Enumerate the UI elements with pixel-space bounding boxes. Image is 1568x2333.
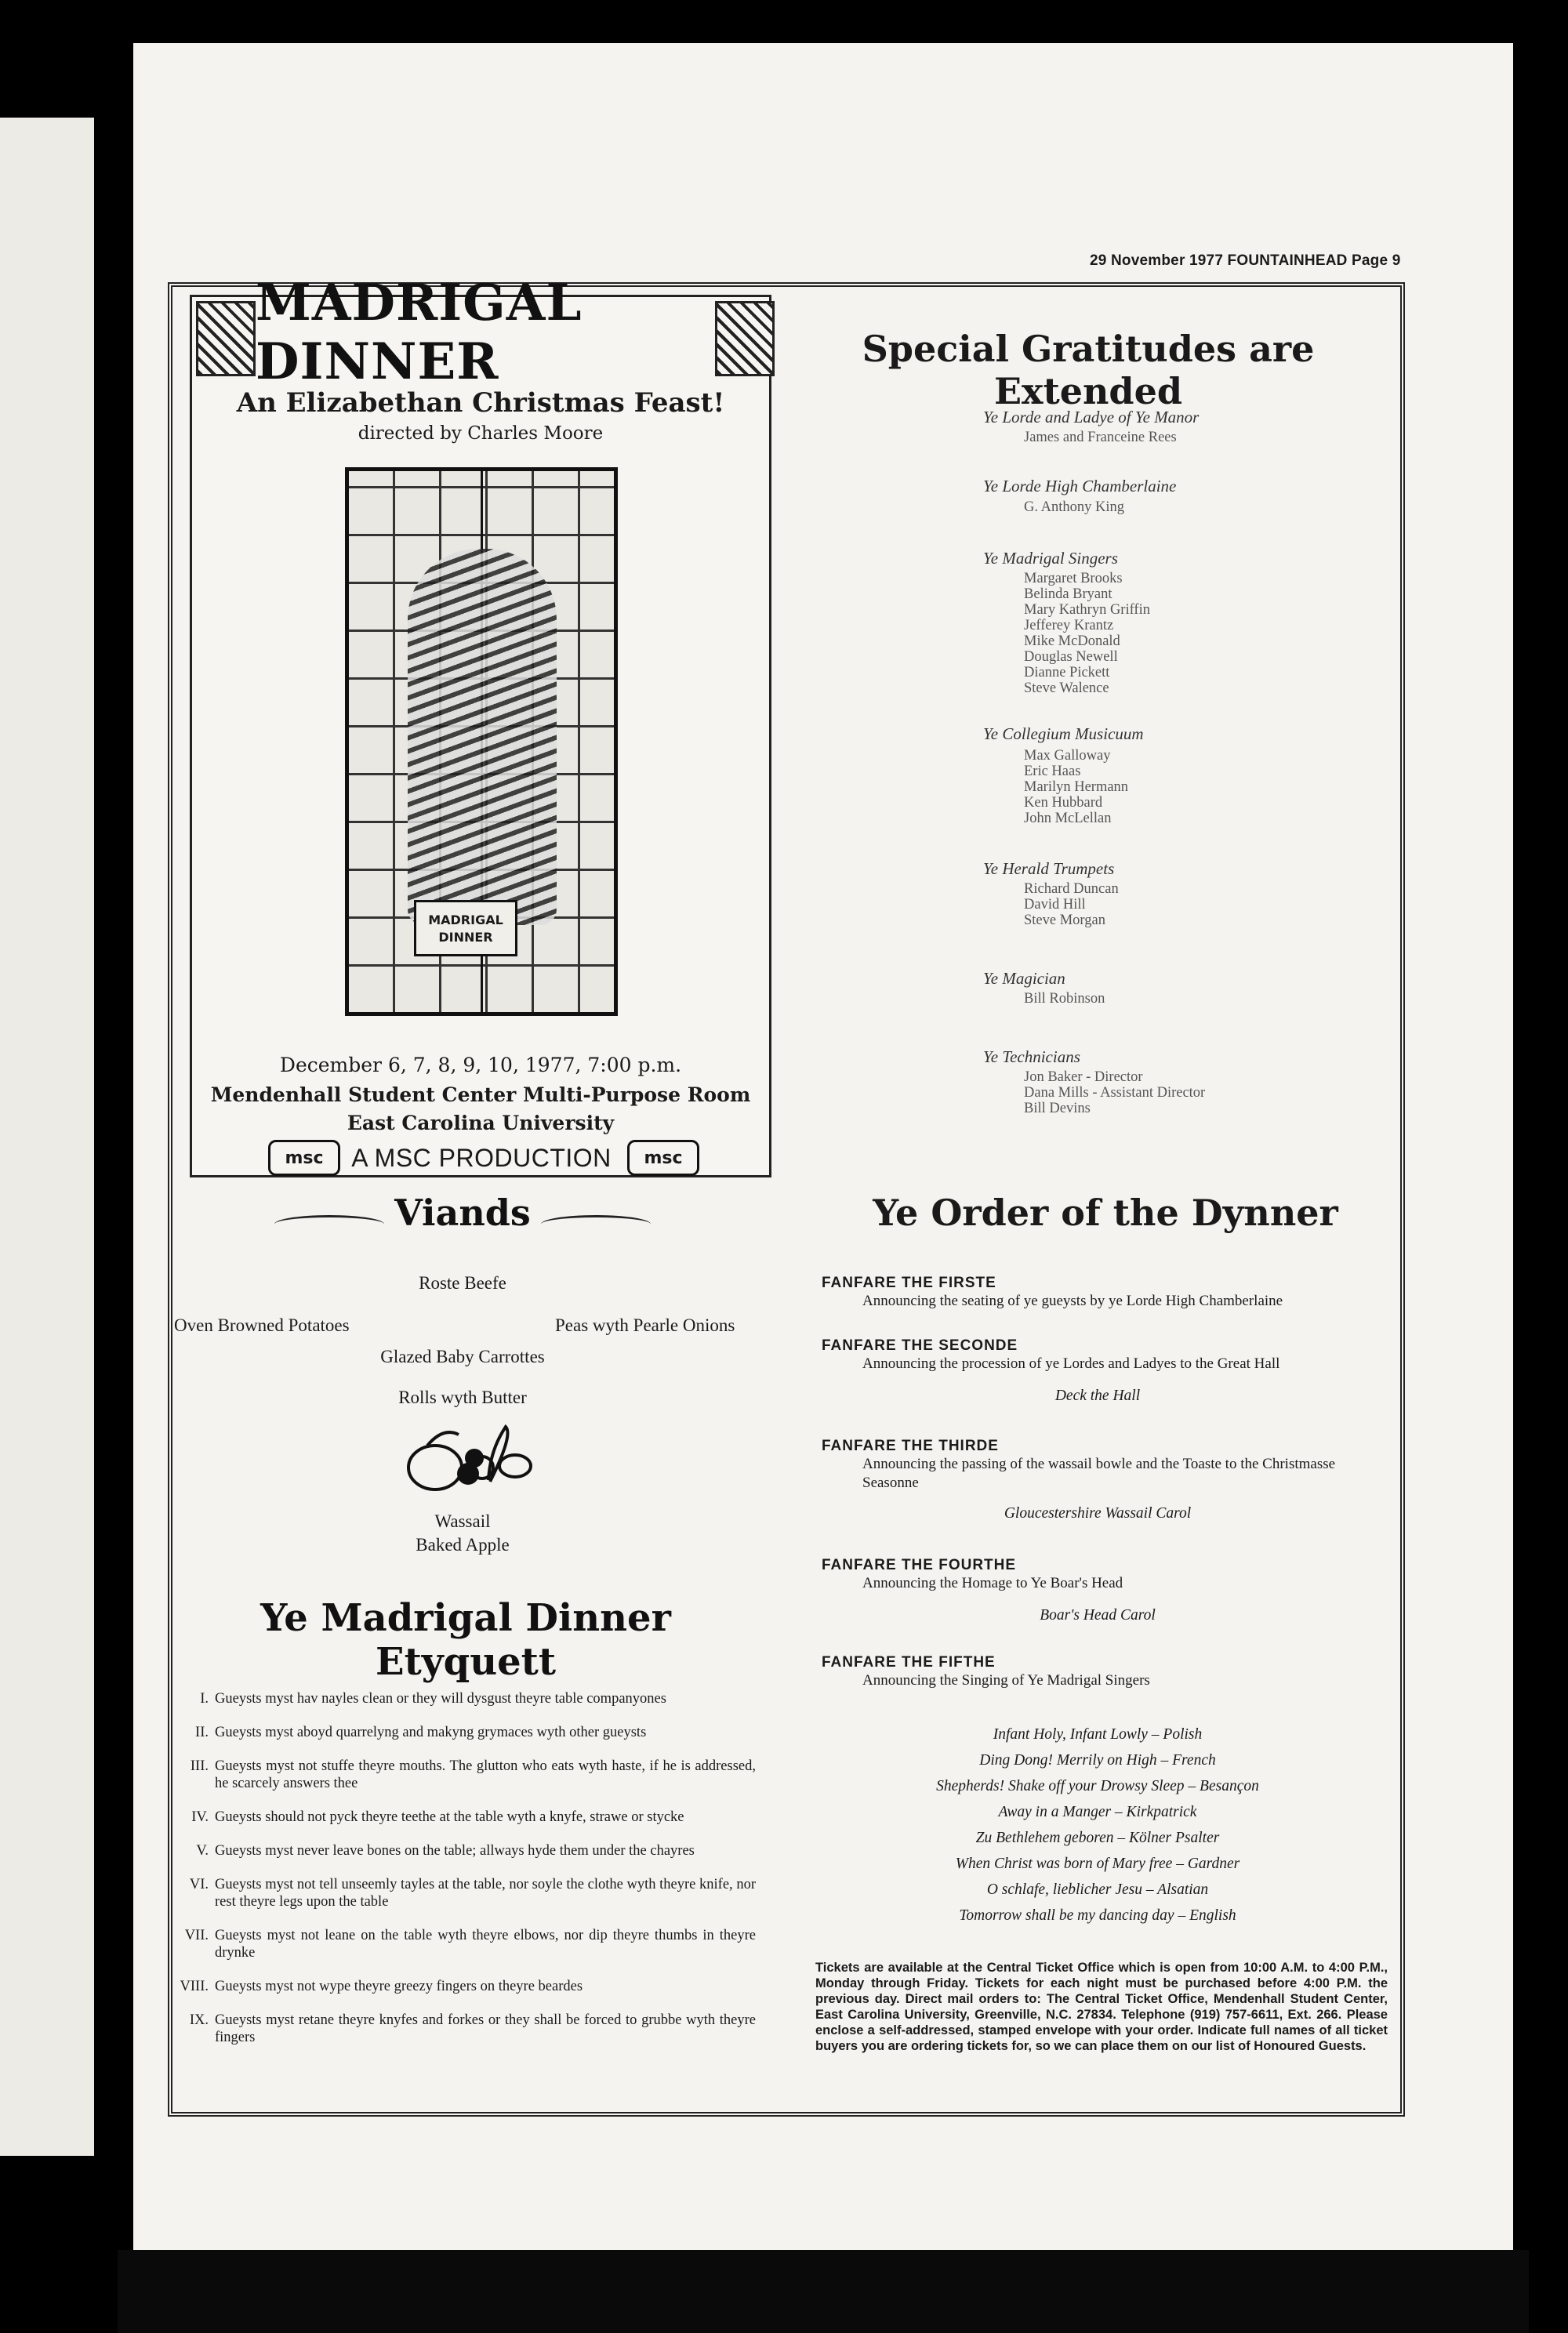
list-item: VIII. Gueysts myst not wype theyre greezy fingers on theyre beardes bbox=[180, 1979, 583, 1994]
rose-ornament-icon bbox=[196, 301, 256, 376]
gratitudes-title: Special Gratitudes are Extended bbox=[862, 328, 1315, 412]
credit-names: Margaret Brooks Belinda Bryant Mary Kathryn Griffin Jefferey Krantz Mike McDonald Douglas Newell Dianne Pickett Steve Walence bbox=[1024, 571, 1150, 696]
credit-role: Ye Lorde and Ladye of Ye Manor bbox=[983, 408, 1200, 426]
list-item: Away in a Manger – Kirkpatrick bbox=[998, 1804, 1197, 1820]
ad-title: MADRIGAL DINNER bbox=[256, 274, 583, 391]
etiquette-title: Ye Madrigal Dinner Etyquett bbox=[260, 1596, 671, 1684]
list-item: IV. Gueysts should not pyck theyre teethe at the table wyth a knyfe, strawe or stycke bbox=[191, 1809, 684, 1825]
credit-names: Richard Duncan David Hill Steve Morgan bbox=[1024, 881, 1119, 928]
list-item: Tomorrow shall be my dancing day – English bbox=[959, 1907, 1236, 1924]
list-item: III. Gueysts myst not stuffe theyre mouths. The glutton who eats wyth haste, if he is addressed, he scarcely answers thee bbox=[190, 1758, 756, 1791]
fruit-illustration-icon bbox=[396, 1419, 537, 1497]
list-item: O schlafe, lieblicher Jesu – Alsatian bbox=[986, 1881, 1209, 1898]
fanfare-entry: FANFARE THE FOURTHE Announcing the Homage to Ye Boar's Head bbox=[822, 1557, 1123, 1591]
list-item: VI. Gueysts myst not tell unseemly tayles at the table, nor soyle the clothe wyth theyre knife, nor rest theyre legs upon the table bbox=[189, 1877, 756, 1910]
window-plaque: MADRIGAL DINNER bbox=[414, 900, 517, 956]
ad-university: East Carolina University bbox=[347, 1112, 615, 1134]
list-item: II. Gueysts myst aboyd quarrelyng and makyng grymaces wyth other gueysts bbox=[195, 1725, 647, 1740]
msc-logo-icon: msc bbox=[268, 1140, 340, 1176]
scan-background bbox=[118, 2250, 1529, 2333]
adjacent-page-edge bbox=[0, 118, 94, 2156]
swash-ornament-icon bbox=[541, 1215, 651, 1233]
menu-item: Wassail bbox=[434, 1511, 491, 1531]
fanfare-entry: FANFARE THE THIRDE Announcing the passing of the wassail bowle and the Toaste to the Christmasse Seasonne bbox=[822, 1438, 1336, 1491]
list-item: V. Gueysts myst never leave bones on the table; allways hyde them under the chayres bbox=[196, 1843, 695, 1859]
song-title: Deck the Hall bbox=[1054, 1388, 1141, 1404]
fanfare-entry: FANFARE THE SECONDE Announcing the procession of ye Lordes and Ladyes to the Great Hall bbox=[822, 1337, 1280, 1372]
list-item: Zu Bethlehem geboren – Kölner Psalter bbox=[975, 1830, 1220, 1846]
credit-role: Ye Technicians bbox=[983, 1047, 1080, 1066]
menu-item: Peas wyth Pearle Onions bbox=[555, 1315, 735, 1335]
list-item: When Christ was born of Mary free – Gardner bbox=[955, 1856, 1240, 1872]
song-title: Boar's Head Carol bbox=[1040, 1607, 1156, 1624]
credit-names: G. Anthony King bbox=[1024, 499, 1124, 515]
credit-role: Ye Madrigal Singers bbox=[983, 549, 1118, 568]
menu-item: Oven Browned Potatoes bbox=[174, 1315, 350, 1335]
song-title: Gloucestershire Wassail Carol bbox=[1004, 1505, 1192, 1522]
credit-role: Ye Magician bbox=[983, 969, 1065, 988]
menu-item: Rolls wyth Butter bbox=[398, 1388, 527, 1407]
fanfare-entry: FANFARE THE FIRSTE Announcing the seating of ye gueysts by ye Lorde High Chamberlaine bbox=[822, 1275, 1283, 1309]
msc-logo-icon: msc bbox=[627, 1140, 699, 1176]
credit-role: Ye Herald Trumpets bbox=[983, 859, 1115, 878]
lady-figure-illustration bbox=[408, 549, 557, 925]
list-item: IX. Gueysts myst retane theyre knyfes and forkes or they shall be forced to grubbe wyth theyre fingers bbox=[189, 2012, 756, 2045]
list-item: VII. Gueysts myst not leane on the table wyth theyre elbows, nor dip theyre thumbs in theyre drynke bbox=[184, 1928, 756, 1961]
ad-production: A MSC PRODUCTION bbox=[351, 1143, 612, 1172]
carol-list bbox=[808, 1722, 1388, 1928]
menu-item: Baked Apple bbox=[416, 1535, 510, 1555]
ad-dates: December 6, 7, 8, 9, 10, 1977, 7:00 p.m. bbox=[279, 1054, 682, 1076]
viands-title: Viands bbox=[394, 1192, 531, 1234]
order-title: Ye Order of the Dynner bbox=[873, 1192, 1338, 1234]
ad-venue: Mendenhall Student Center Multi-Purpose Room bbox=[210, 1083, 751, 1106]
fanfare-entry: FANFARE THE FIFTHE Announcing the Singing of Ye Madrigal Singers bbox=[822, 1654, 1150, 1689]
list-item: Infant Holy, Infant Lowly – Polish bbox=[993, 1726, 1203, 1743]
ad-director: directed by Charles Moore bbox=[358, 423, 604, 444]
credit-names: Jon Baker - Director Dana Mills - Assistant Director Bill Devins bbox=[1024, 1069, 1206, 1116]
page-header: 29 November 1977 FOUNTAINHEAD Page 9 bbox=[1090, 252, 1401, 269]
swash-ornament-icon bbox=[274, 1215, 384, 1233]
list-item: I. Gueysts myst hav nayles clean or they will dysgust theyre table companyones bbox=[200, 1691, 666, 1707]
ticket-info: Tickets are available at the Central Ticket Office which is open from 10:00 A.M. to 4:00 P.M., Monday through Friday. Tickets for each night must be purchased before 4:00 P.M. the previous day. Direct mail orders to: The Central Ticket Office, Mendenhall Student Center, East Carolina University, Greenville, N.C. 27834. Telephone (919) 757-6611, Ext. 266. Please enclose a self-addressed, stamped envelope with your order. Indicate full names of all ticket buyers you are ordering tickets for, so we can place them on our list of Honoured Guests. bbox=[815, 1961, 1388, 2053]
etiquette-rules-list bbox=[176, 1690, 756, 2063]
credit-role: Ye Collegium Musicuum bbox=[983, 724, 1144, 743]
menu-item: Glazed Baby Carrottes bbox=[380, 1347, 545, 1366]
rose-ornament-icon bbox=[715, 301, 775, 376]
credit-names: Max Galloway Eric Haas Marilyn Hermann Ken Hubbard John McLellan bbox=[1024, 748, 1129, 826]
credit-names: James and Franceine Rees bbox=[1024, 430, 1177, 445]
credit-role: Ye Lorde High Chamberlaine bbox=[983, 477, 1177, 495]
list-item: Shepherds! Shake off your Drowsy Sleep – Besançon bbox=[936, 1778, 1259, 1794]
ad-subtitle: An Elizabethan Christmas Feast! bbox=[236, 387, 725, 419]
menu-item: Roste Beefe bbox=[419, 1273, 506, 1293]
credit-names: Bill Robinson bbox=[1024, 991, 1105, 1007]
list-item: Ding Dong! Merrily on High – French bbox=[979, 1752, 1216, 1769]
